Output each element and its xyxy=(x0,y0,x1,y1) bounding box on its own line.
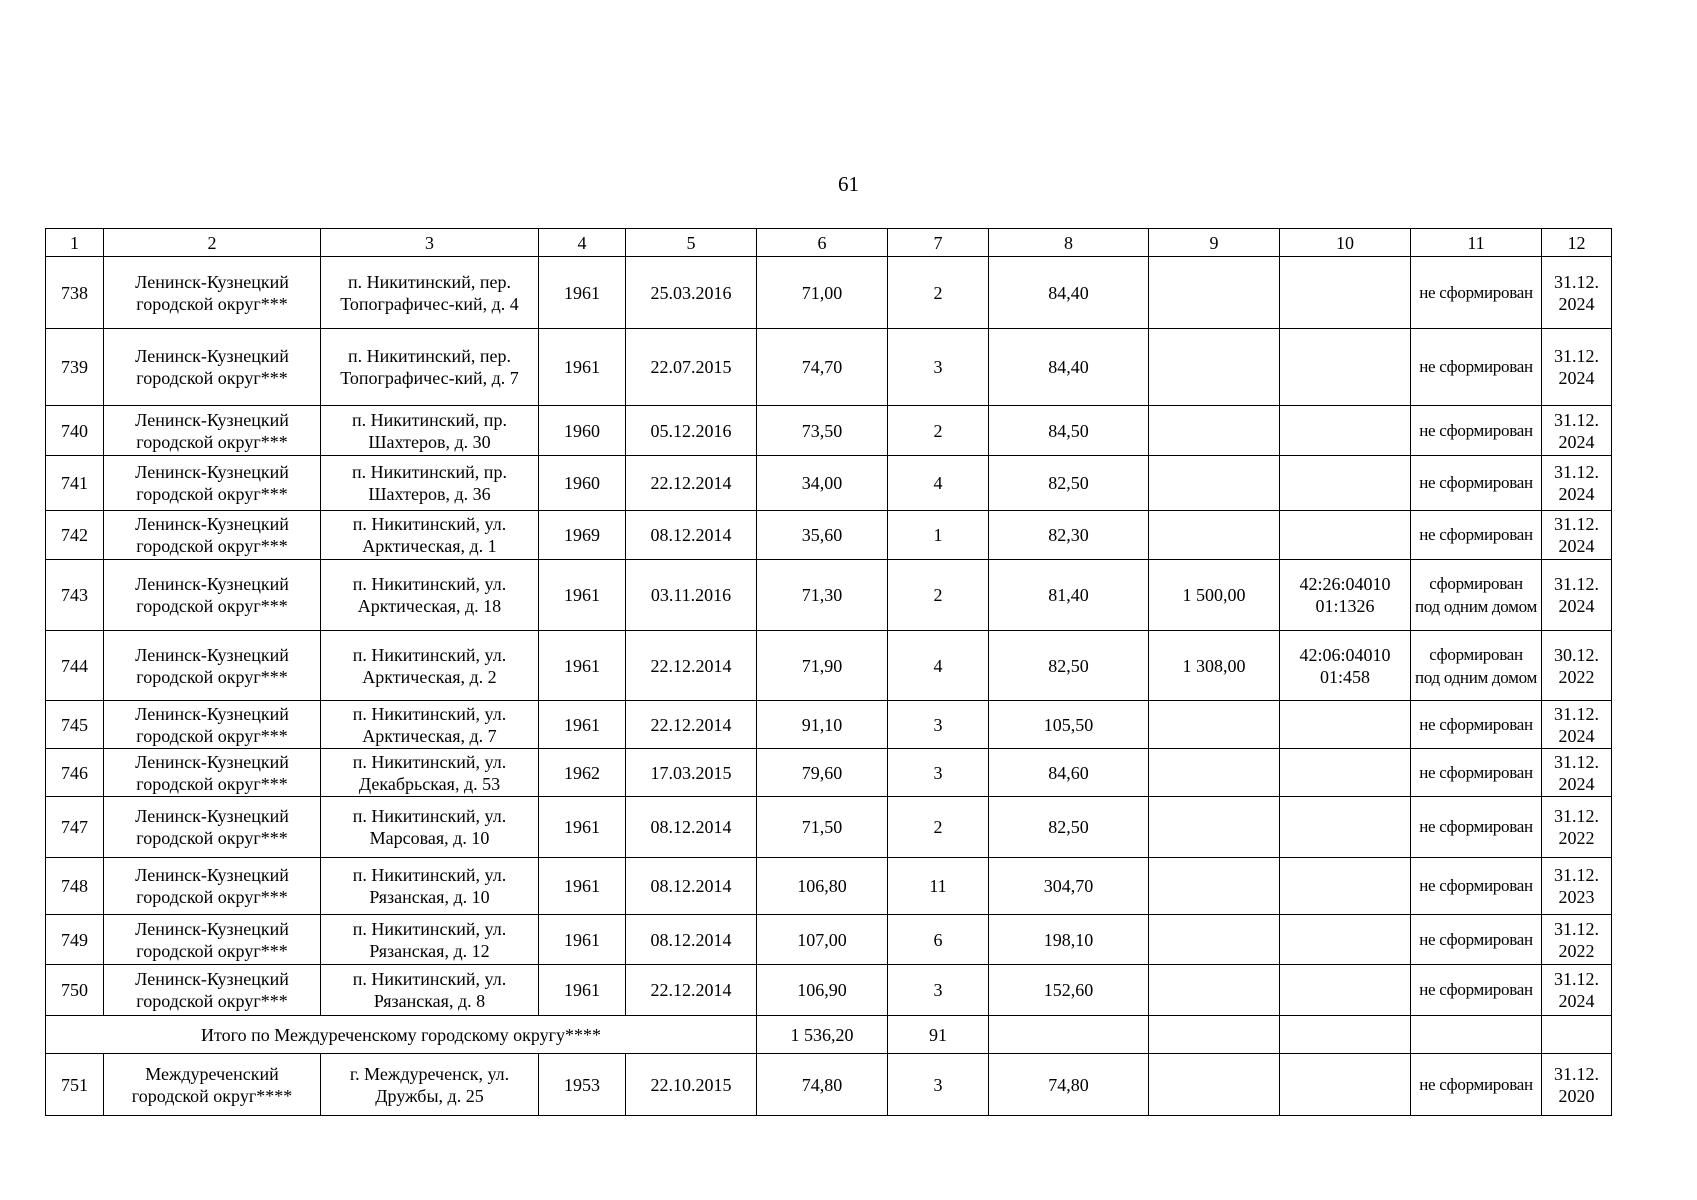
address: п. Никитинский, ул. Рязанская, д. 12 xyxy=(321,915,539,965)
residents-count: 3 xyxy=(888,1054,989,1116)
area: 73,50 xyxy=(757,406,888,456)
land-status: не сформирован xyxy=(1411,915,1542,965)
land-area xyxy=(1149,965,1280,1016)
empty-cell xyxy=(1280,1016,1411,1054)
table-row xyxy=(46,631,1612,701)
recognition-date: 22.10.2015 xyxy=(626,1054,757,1116)
total-area: 198,10 xyxy=(989,915,1149,965)
recognition-date: 08.12.2014 xyxy=(626,511,757,560)
table-row xyxy=(46,858,1612,915)
column-number: 2 xyxy=(104,229,321,257)
column-number: 6 xyxy=(757,229,888,257)
address: п. Никитинский, ул. Рязанская, д. 8 xyxy=(321,965,539,1016)
address: п. Никитинский, пр. Шахтеров, д. 30 xyxy=(321,406,539,456)
deadline: 31.12. 2024 xyxy=(1542,456,1612,511)
area: 71,30 xyxy=(757,560,888,631)
total-area: 84,50 xyxy=(989,406,1149,456)
recognition-date: 22.12.2014 xyxy=(626,965,757,1016)
land-status: не сформирован xyxy=(1411,858,1542,915)
cadastral-number xyxy=(1280,701,1411,749)
land-area: 1 308,00 xyxy=(1149,631,1280,701)
municipality: Ленинск-Кузнецкий городской округ*** xyxy=(104,797,321,858)
municipality: Ленинск-Кузнецкий городской округ*** xyxy=(104,631,321,701)
deadline: 31.12. 2023 xyxy=(1542,858,1612,915)
cadastral-number xyxy=(1280,329,1411,406)
table-row xyxy=(46,257,1612,329)
address: п. Никитинский, пер. Топографичес-кий, д. 7 xyxy=(321,329,539,406)
municipality: Ленинск-Кузнецкий городской округ*** xyxy=(104,915,321,965)
address: п. Никитинский, ул. Арктическая, д. 7 xyxy=(321,701,539,749)
deadline: 31.12. 2024 xyxy=(1542,329,1612,406)
column-number: 1 xyxy=(46,229,104,257)
deadline: 31.12. 2022 xyxy=(1542,915,1612,965)
municipality: Ленинск-Кузнецкий городской округ*** xyxy=(104,858,321,915)
land-status: не сформирован xyxy=(1411,406,1542,456)
land-status: не сформирован xyxy=(1411,257,1542,329)
recognition-date: 08.12.2014 xyxy=(626,858,757,915)
residents-count: 2 xyxy=(888,797,989,858)
row-index: 747 xyxy=(46,797,104,858)
total-area: 152,60 xyxy=(989,965,1149,1016)
deadline: 31.12. 2024 xyxy=(1542,406,1612,456)
year-built: 1961 xyxy=(539,257,626,329)
cadastral-number: 42:06:04010 01:458 xyxy=(1280,631,1411,701)
table-row xyxy=(46,701,1612,749)
municipality: Ленинск-Кузнецкий городской округ*** xyxy=(104,329,321,406)
year-built: 1962 xyxy=(539,749,626,797)
residents-count: 11 xyxy=(888,858,989,915)
year-built: 1961 xyxy=(539,560,626,631)
table-row xyxy=(46,1054,1612,1116)
recognition-date: 25.03.2016 xyxy=(626,257,757,329)
deadline: 31.12. 2022 xyxy=(1542,797,1612,858)
page-number: 61 xyxy=(838,172,859,196)
deadline: 31.12. 2024 xyxy=(1542,511,1612,560)
land-area xyxy=(1149,1054,1280,1116)
table-row xyxy=(46,797,1612,858)
municipality: Ленинск-Кузнецкий городской округ*** xyxy=(104,511,321,560)
column-number: 10 xyxy=(1280,229,1411,257)
municipality: Ленинск-Кузнецкий городской округ*** xyxy=(104,406,321,456)
total-row xyxy=(46,1016,1612,1054)
address: п. Никитинский, пр. Шахтеров, д. 36 xyxy=(321,456,539,511)
year-built: 1960 xyxy=(539,456,626,511)
area: 71,50 xyxy=(757,797,888,858)
address: п. Никитинский, пер. Топографичес-кий, д. 4 xyxy=(321,257,539,329)
row-index: 742 xyxy=(46,511,104,560)
row-index: 743 xyxy=(46,560,104,631)
cadastral-number xyxy=(1280,406,1411,456)
recognition-date: 17.03.2015 xyxy=(626,749,757,797)
total-count: 91 xyxy=(888,1016,989,1054)
row-index: 738 xyxy=(46,257,104,329)
municipality: Ленинск-Кузнецкий городской округ*** xyxy=(104,965,321,1016)
cadastral-number xyxy=(1280,456,1411,511)
cadastral-number xyxy=(1280,915,1411,965)
total-area: 304,70 xyxy=(989,858,1149,915)
total-area: 84,40 xyxy=(989,329,1149,406)
total-area: 82,30 xyxy=(989,511,1149,560)
recognition-date: 05.12.2016 xyxy=(626,406,757,456)
total-area: 74,80 xyxy=(989,1054,1149,1116)
total-area: 81,40 xyxy=(989,560,1149,631)
deadline: 31.12. 2024 xyxy=(1542,701,1612,749)
land-status: не сформирован xyxy=(1411,1054,1542,1116)
deadline: 31.12. 2020 xyxy=(1542,1054,1612,1116)
area: 106,80 xyxy=(757,858,888,915)
table-row xyxy=(46,406,1612,456)
residents-count: 3 xyxy=(888,701,989,749)
year-built: 1960 xyxy=(539,406,626,456)
column-number: 11 xyxy=(1411,229,1542,257)
year-built: 1961 xyxy=(539,631,626,701)
empty-cell xyxy=(1542,1016,1612,1054)
recognition-date: 22.12.2014 xyxy=(626,631,757,701)
table-row xyxy=(46,511,1612,560)
recognition-date: 08.12.2014 xyxy=(626,797,757,858)
area: 106,90 xyxy=(757,965,888,1016)
total-area: 105,50 xyxy=(989,701,1149,749)
residents-count: 4 xyxy=(888,631,989,701)
residents-count: 1 xyxy=(888,511,989,560)
row-index: 751 xyxy=(46,1054,104,1116)
row-index: 748 xyxy=(46,858,104,915)
residents-count: 3 xyxy=(888,329,989,406)
residents-count: 3 xyxy=(888,749,989,797)
residents-count: 6 xyxy=(888,915,989,965)
year-built: 1961 xyxy=(539,329,626,406)
year-built: 1969 xyxy=(539,511,626,560)
address: п. Никитинский, ул. Марсовая, д. 10 xyxy=(321,797,539,858)
land-area xyxy=(1149,406,1280,456)
land-area: 1 500,00 xyxy=(1149,560,1280,631)
address: п. Никитинский, ул. Арктическая, д. 1 xyxy=(321,511,539,560)
deadline: 30.12. 2022 xyxy=(1542,631,1612,701)
recognition-date: 03.11.2016 xyxy=(626,560,757,631)
area: 35,60 xyxy=(757,511,888,560)
column-number: 7 xyxy=(888,229,989,257)
cadastral-number xyxy=(1280,749,1411,797)
table-row xyxy=(46,329,1612,406)
land-area xyxy=(1149,915,1280,965)
total-area: 84,40 xyxy=(989,257,1149,329)
recognition-date: 08.12.2014 xyxy=(626,915,757,965)
land-area xyxy=(1149,749,1280,797)
area: 91,10 xyxy=(757,701,888,749)
cadastral-number: 42:26:04010 01:1326 xyxy=(1280,560,1411,631)
deadline: 31.12. 2024 xyxy=(1542,965,1612,1016)
municipality: Ленинск-Кузнецкий городской округ*** xyxy=(104,560,321,631)
table-row xyxy=(46,915,1612,965)
column-number: 5 xyxy=(626,229,757,257)
empty-cell xyxy=(1149,1016,1280,1054)
land-area xyxy=(1149,797,1280,858)
row-index: 739 xyxy=(46,329,104,406)
row-index: 745 xyxy=(46,701,104,749)
empty-cell xyxy=(989,1016,1149,1054)
land-area xyxy=(1149,257,1280,329)
total-area: 82,50 xyxy=(989,631,1149,701)
municipality: Ленинск-Кузнецкий городской округ*** xyxy=(104,257,321,329)
residents-count: 2 xyxy=(888,560,989,631)
year-built: 1953 xyxy=(539,1054,626,1116)
deadline: 31.12. 2024 xyxy=(1542,257,1612,329)
cadastral-number xyxy=(1280,858,1411,915)
land-area xyxy=(1149,329,1280,406)
housing-registry-table xyxy=(45,228,1612,1116)
total-area: 82,50 xyxy=(989,456,1149,511)
total-area: 84,60 xyxy=(989,749,1149,797)
land-area xyxy=(1149,858,1280,915)
column-number-row xyxy=(46,229,1612,257)
year-built: 1961 xyxy=(539,965,626,1016)
land-area xyxy=(1149,456,1280,511)
area: 74,80 xyxy=(757,1054,888,1116)
municipality: Ленинск-Кузнецкий городской округ*** xyxy=(104,456,321,511)
table-row xyxy=(46,560,1612,631)
land-status: не сформирован xyxy=(1411,511,1542,560)
land-status: не сформирован xyxy=(1411,329,1542,406)
column-number: 12 xyxy=(1542,229,1612,257)
address: п. Никитинский, ул. Рязанская, д. 10 xyxy=(321,858,539,915)
area: 34,00 xyxy=(757,456,888,511)
municipality: Ленинск-Кузнецкий городской округ*** xyxy=(104,701,321,749)
column-number: 3 xyxy=(321,229,539,257)
column-number: 4 xyxy=(539,229,626,257)
row-index: 746 xyxy=(46,749,104,797)
row-index: 740 xyxy=(46,406,104,456)
table-row xyxy=(46,965,1612,1016)
row-index: 749 xyxy=(46,915,104,965)
total-area: 82,50 xyxy=(989,797,1149,858)
recognition-date: 22.12.2014 xyxy=(626,456,757,511)
column-number: 9 xyxy=(1149,229,1280,257)
cadastral-number xyxy=(1280,511,1411,560)
recognition-date: 22.07.2015 xyxy=(626,329,757,406)
address: п. Никитинский, ул. Декабрьская, д. 53 xyxy=(321,749,539,797)
year-built: 1961 xyxy=(539,701,626,749)
area: 71,90 xyxy=(757,631,888,701)
residents-count: 2 xyxy=(888,257,989,329)
address: п. Никитинский, ул. Арктическая, д. 2 xyxy=(321,631,539,701)
row-index: 741 xyxy=(46,456,104,511)
land-status: не сформирован xyxy=(1411,749,1542,797)
land-status: не сформирован xyxy=(1411,965,1542,1016)
address: г. Междуреченск, ул. Дружбы, д. 25 xyxy=(321,1054,539,1116)
row-index: 750 xyxy=(46,965,104,1016)
municipality: Ленинск-Кузнецкий городской округ*** xyxy=(104,749,321,797)
deadline: 31.12. 2024 xyxy=(1542,560,1612,631)
table-row xyxy=(46,749,1612,797)
deadline: 31.12. 2024 xyxy=(1542,749,1612,797)
residents-count: 2 xyxy=(888,406,989,456)
land-area xyxy=(1149,701,1280,749)
row-index: 744 xyxy=(46,631,104,701)
land-status: сформирован под одним домом xyxy=(1411,560,1542,631)
municipality: Междуреченский городской округ**** xyxy=(104,1054,321,1116)
total-area: 1 536,20 xyxy=(757,1016,888,1054)
land-status: сформирован под одним домом xyxy=(1411,631,1542,701)
year-built: 1961 xyxy=(539,858,626,915)
area: 74,70 xyxy=(757,329,888,406)
address: п. Никитинский, ул. Арктическая, д. 18 xyxy=(321,560,539,631)
cadastral-number xyxy=(1280,965,1411,1016)
recognition-date: 22.12.2014 xyxy=(626,701,757,749)
total-label: Итого по Междуреченскому городскому округу**** xyxy=(46,1016,757,1054)
cadastral-number xyxy=(1280,797,1411,858)
table-row xyxy=(46,456,1612,511)
year-built: 1961 xyxy=(539,915,626,965)
area: 79,60 xyxy=(757,749,888,797)
land-area xyxy=(1149,511,1280,560)
area: 107,00 xyxy=(757,915,888,965)
column-number: 8 xyxy=(989,229,1149,257)
residents-count: 3 xyxy=(888,965,989,1016)
land-status: не сформирован xyxy=(1411,797,1542,858)
year-built: 1961 xyxy=(539,797,626,858)
land-status: не сформирован xyxy=(1411,456,1542,511)
residents-count: 4 xyxy=(888,456,989,511)
cadastral-number xyxy=(1280,257,1411,329)
land-status: не сформирован xyxy=(1411,701,1542,749)
area: 71,00 xyxy=(757,257,888,329)
empty-cell xyxy=(1411,1016,1542,1054)
cadastral-number xyxy=(1280,1054,1411,1116)
